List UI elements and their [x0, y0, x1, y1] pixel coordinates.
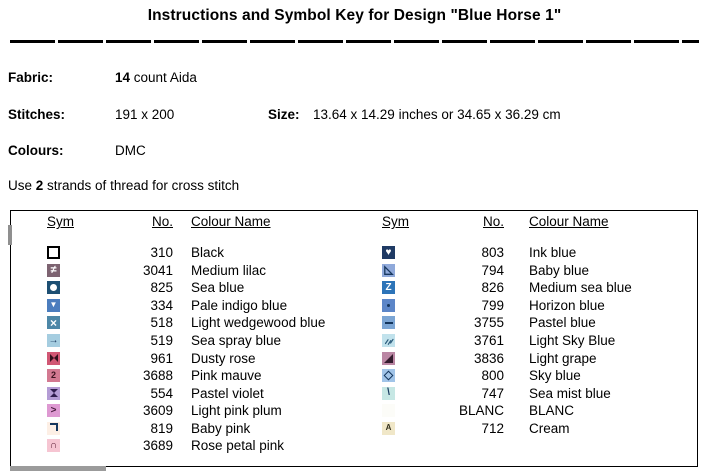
colour-number: 3609: [142, 403, 173, 419]
colour-number: 803: [481, 245, 504, 261]
colour-name: Horizon blue: [529, 297, 605, 313]
colour-number: 334: [150, 297, 173, 313]
colour-name: Pink mauve: [191, 368, 262, 384]
header-no-left: No.: [151, 214, 173, 229]
key-row: [382, 314, 632, 332]
colour-number: 825: [150, 280, 173, 296]
key-row: [47, 384, 325, 402]
colour-number: 3041: [142, 262, 173, 278]
colour-number: 3689: [142, 438, 173, 454]
key-row: [382, 419, 632, 437]
symbol-triangle-down-icon: ▼: [47, 299, 60, 312]
horizontal-scrollbar-fragment[interactable]: [10, 466, 106, 471]
colour-name: Baby blue: [529, 262, 590, 278]
colour-number: 554: [150, 385, 173, 401]
colour-name: Sea blue: [191, 280, 245, 296]
colour-number: 519: [150, 333, 173, 348]
colour-name: Ink blue: [529, 245, 577, 261]
symbol-key-table: [10, 210, 698, 467]
symbol-small-dot-icon: [382, 299, 395, 312]
colour-name: Light wedgewood blue: [191, 315, 326, 331]
symbol-cross-x-icon: ×: [47, 316, 60, 329]
usage-note: Use 2 strands of thread for cross stitch: [8, 178, 240, 193]
stitches-row: [0, 107, 709, 123]
colour-name: Rose petal pink: [191, 438, 285, 454]
symbol-dash-icon: [382, 316, 395, 329]
key-row: [47, 402, 325, 420]
colour-number: 794: [481, 262, 504, 278]
colour-name: Baby pink: [191, 420, 251, 436]
colour-number: BLANC: [458, 403, 504, 419]
key-row: [47, 297, 325, 315]
colour-name: Black: [191, 245, 225, 261]
divider-line: [10, 40, 699, 43]
colour-name: Light pink plum: [191, 403, 282, 419]
key-row: [382, 367, 632, 385]
colour-number: 3836: [473, 350, 504, 366]
symbol-double-slash-icon: [382, 334, 395, 347]
size-value: 13.64 x 14.29 inches or 34.65 x 36.29 cm: [313, 107, 561, 122]
symbol-open-square-icon: [47, 246, 60, 259]
key-row: [382, 332, 632, 350]
header-no-right: No.: [482, 214, 504, 229]
symbol-letter-a-icon: A: [382, 422, 395, 435]
colour-number: 819: [150, 420, 173, 436]
colour-number: 712: [481, 420, 504, 436]
symbol-triangle-outline-ll-icon: [382, 264, 395, 277]
fabric-value: 14 count Aida: [115, 70, 197, 85]
key-rows-right: [382, 244, 632, 437]
key-row: [382, 402, 632, 420]
usage-row: [0, 178, 709, 194]
colours-value: DMC: [115, 143, 146, 158]
colours-label: Colours:: [8, 143, 64, 158]
vertical-scrollbar-fragment[interactable]: [8, 225, 12, 245]
key-row: [382, 262, 632, 280]
symbol-not-equal-icon: ≠: [47, 264, 60, 277]
colour-number: 3761: [473, 333, 504, 348]
colour-name: Sky blue: [529, 368, 581, 384]
fabric-row: [0, 70, 709, 86]
symbol-triangle-filled-lr-icon: [382, 352, 395, 365]
colour-number: 3755: [473, 315, 504, 331]
page-title: Instructions and Symbol Key for Design "Blue Horse 1": [147, 7, 562, 24]
header-sym-left: Sym: [47, 214, 74, 229]
symbol-filled-circle-icon: [47, 281, 60, 294]
key-row: [47, 244, 325, 262]
key-row: [382, 384, 632, 402]
key-row: [47, 332, 325, 350]
symbol-cap-intersection-icon: ∩: [47, 439, 60, 452]
symbol-letter-z-icon: Z: [382, 281, 395, 294]
colour-number: 3688: [142, 368, 173, 384]
stitches-label: Stitches:: [8, 107, 66, 122]
colour-name: Sea mist blue: [529, 385, 611, 401]
colour-number: 826: [481, 280, 504, 296]
colour-number: 518: [150, 315, 173, 331]
colour-name: Dusty rose: [191, 350, 256, 366]
stitches-value: 191 x 200: [115, 107, 175, 122]
colour-name: Pastel blue: [529, 315, 596, 331]
key-row: [47, 367, 325, 385]
symbol-backslash-icon: \: [382, 387, 395, 400]
symbol-heart-icon: ♥: [382, 246, 395, 259]
symbol-arrow-right-icon: →: [48, 334, 59, 346]
colour-name: Sea spray blue: [191, 333, 282, 348]
symbol-diamond-outline-icon: [382, 369, 395, 382]
symbol-digit-2-icon: 2: [47, 369, 60, 382]
colour-number: 747: [481, 385, 504, 401]
colour-name: BLANC: [529, 403, 575, 419]
colours-row: [0, 143, 709, 159]
key-row: [382, 297, 632, 315]
symbol-hourglass-icon: [47, 387, 60, 400]
key-row: [47, 419, 325, 437]
colour-name: Light Sky Blue: [529, 333, 616, 348]
colour-name: Pale indigo blue: [191, 297, 288, 313]
fabric-label: Fabric:: [8, 70, 54, 85]
colour-name: Medium sea blue: [529, 280, 632, 296]
colour-name: Cream: [529, 420, 570, 436]
colour-number: 961: [150, 350, 173, 366]
symbol-corner-top-right-icon: [47, 422, 60, 435]
size-label: Size:: [268, 107, 300, 122]
symbol-bowtie-icon: [47, 352, 60, 365]
colour-number: 310: [150, 245, 173, 261]
symbol-greater-than-icon: >: [47, 404, 60, 417]
key-row: [47, 279, 325, 297]
symbol-blank-icon: [382, 404, 395, 417]
key-row: [382, 279, 632, 297]
key-rows-left: [47, 244, 325, 455]
key-row: [382, 244, 632, 262]
header-name-right: Colour Name: [529, 214, 609, 229]
header-sym-right: Sym: [382, 214, 409, 229]
colour-name: Light grape: [529, 350, 597, 366]
colour-name: Medium lilac: [191, 262, 267, 278]
key-row: [382, 349, 632, 367]
key-row: [47, 349, 325, 367]
key-row: [47, 262, 325, 280]
colour-number: 800: [481, 368, 504, 384]
key-row: [47, 437, 325, 455]
key-row: [47, 314, 325, 332]
colour-number: 799: [481, 297, 504, 313]
colour-name: Pastel violet: [191, 385, 264, 401]
header-name-left: Colour Name: [191, 214, 271, 229]
